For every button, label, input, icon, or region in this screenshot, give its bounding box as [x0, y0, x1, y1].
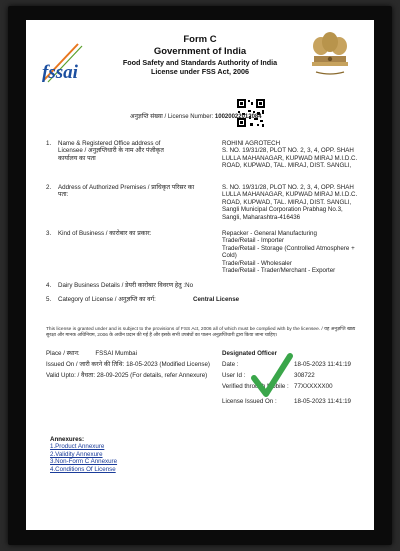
- item-label: Kind of Business / कारोबार का प्रकार:: [58, 230, 152, 237]
- item-value: ROHINI AGROTECH S. NO. 19/31/28, PLOT NO. 2, 3, 4, OPP. SHAH LULLA MAHANAGAR, KUPWAD MIRAJ M.I.D.C. ROAD, KUPWAD, TAL. MIRAJ, DIST. SANGLI,: [222, 140, 358, 170]
- valid-line: [46, 372, 246, 379]
- license-document: [26, 20, 374, 530]
- license-number-label: अनुज्ञप्ति संख्या / License Number:: [130, 114, 214, 120]
- item-number: 1.: [46, 140, 52, 147]
- officer-issued-label: License Issued On :: [222, 398, 277, 405]
- conditions-of-license-link[interactable]: 4.Conditions Of License: [50, 465, 116, 473]
- item-label: Name & Registered Office address of Licensee / अनुज्ञप्तिधारी के नाम और पंजीकृत कार्यालय का पता: [58, 140, 164, 162]
- item-number: 2.: [46, 184, 52, 191]
- non-form-c-annexure-link[interactable]: 3.Non-Form C Annexure: [50, 458, 118, 466]
- license-notice: This license is granted under and is subject to the provisions of FSS Act, 2006 all of which must be complied with by the licensee. / यह अनुज्ञप्ति खाद्य सुरक्षा और मानक अधिनियम, 2006 के अधीन प्रदान की गई है और इसके सभी उपबंधों का पालन अनुज्ञप्तिधारी द्वारा किया जाना चाहिए।: [46, 327, 356, 338]
- item-label: Category of License / अनुज्ञप्ति का वर्ग:: [58, 296, 156, 303]
- item-value: Repacker - General Manufacturing Trade/Retail - Importer Trade/Retail - Storage (Controlled Atmosphere + Cold) Trade/Retail - Wholesaler Trade/Retail - Trader/Merchant - Exporter: [222, 230, 355, 275]
- valid-value: 28-09-2025 (For details, refer Annexure): [96, 372, 208, 379]
- annexure-list: [50, 436, 117, 473]
- officer-mobile-value: 77XXXXXX00: [294, 383, 333, 390]
- item-number: 3.: [46, 230, 52, 237]
- place-label: Place / स्थान:: [46, 350, 80, 357]
- government-title: Government of India: [153, 46, 247, 57]
- valid-label: Valid Upto: / वैधता:: [46, 372, 96, 379]
- product-annexure-link[interactable]: 1.Product Annexure: [50, 443, 105, 451]
- item-label: Dairy Business Details / डेयरी कारोबार विवरण हेतु :No: [58, 282, 194, 289]
- place-value: FSSAI Mumbai: [95, 350, 137, 357]
- item-value: S. NO. 19/31/28, PLOT NO. 2, 3, 4, OPP. SHAH LULLA MAHANAGAR, KUPWAD MIRAJ M.I.D.C. ROAD, KUPWAD, TAL. MIRAJ, DIST. SANGLI, Sangli Municipal Corporation Prabhag No.3, Sangli, Maharashtra-416436: [222, 184, 358, 221]
- act-title: License under FSS Act, 2006: [151, 67, 249, 76]
- item-row: [26, 296, 374, 305]
- officer-issued-value: 18-05-2023 11:41:19: [294, 398, 351, 405]
- item-number: 5.: [46, 296, 52, 303]
- authority-title: Food Safety and Standards Authority of India: [122, 58, 278, 67]
- officer-mobile-label: Verified through Mobile :: [222, 383, 289, 390]
- item-number: 4.: [46, 282, 52, 289]
- item-row: [26, 184, 374, 234]
- officer-user-value: 308722: [294, 372, 315, 379]
- form-title: Form C: [183, 34, 217, 45]
- issued-line: [46, 361, 236, 368]
- officer-date-label: Date :: [222, 361, 239, 368]
- license-number-value: 10020022012084: [214, 114, 262, 120]
- item-row: [26, 140, 374, 180]
- svg-text:fssai: fssai: [42, 62, 78, 83]
- national-emblem-icon: [306, 28, 354, 86]
- issued-label: Issued On / जारी करने की तिथि:: [46, 361, 125, 368]
- place-line: [46, 350, 236, 357]
- officer-title-text: Designated Officer: [222, 350, 278, 357]
- item-row: [26, 230, 374, 280]
- license-category-value: Central License: [193, 296, 240, 303]
- annexure-title: Annexures:: [50, 436, 85, 443]
- item-label: Address of Authorized Premises / प्राधिकृत परिसर का पता:: [58, 184, 195, 199]
- validity-annexure-link[interactable]: 2.Validity Annexure: [50, 450, 103, 458]
- officer-user-label: User Id :: [222, 372, 246, 379]
- license-number: [130, 112, 262, 120]
- issued-value: 18-05-2023 (Modified License): [126, 361, 210, 368]
- check-icon: [250, 350, 294, 402]
- item-row: [26, 282, 374, 291]
- officer-date-value: 18-05-2023 11:41:19: [294, 361, 351, 368]
